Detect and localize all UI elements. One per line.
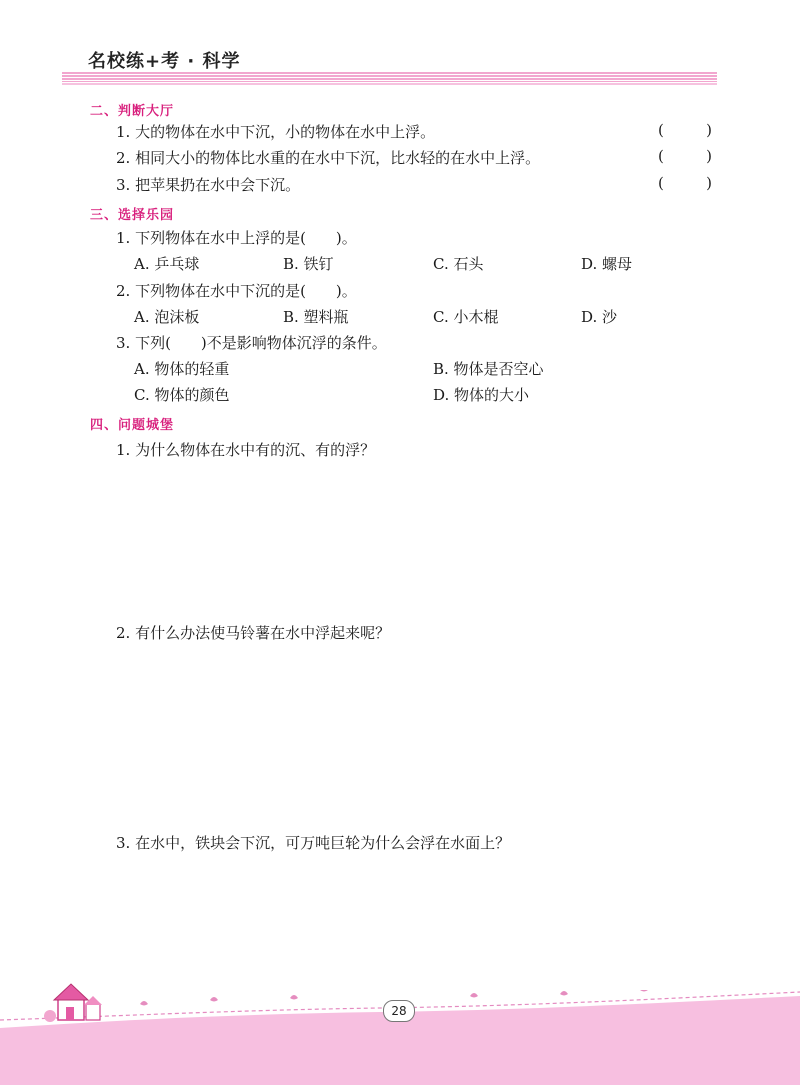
choice-q1-stem: 1. 下列物体在水中上浮的是( )。 [116, 229, 357, 247]
section-choice-title: 三、选择乐园 [90, 208, 175, 223]
house-icon [40, 976, 110, 1026]
judgement-answer-1[interactable]: ( ) [658, 121, 712, 139]
question-item-2: 2. 有什么办法使马铃薯在水中浮起来呢？ [116, 624, 391, 642]
choice-q2-option-d[interactable]: D. 沙 [581, 308, 618, 326]
section-judgement-title: 二、判断大厅 [90, 104, 175, 119]
choice-q3-option-a[interactable]: A. 物体的轻重 [134, 360, 230, 378]
section-question-title: 四、问题城堡 [90, 418, 175, 433]
judgement-answer-3[interactable]: ( ) [658, 174, 712, 192]
header-title: 名校练+考 · 科学 [88, 51, 241, 72]
header-stripe [62, 72, 717, 82]
judgement-item-2: 2. 相同大小的物体比水重的在水中下沉，比水轻的在水中上浮。 [116, 149, 541, 167]
header-stripe-underline [62, 83, 717, 85]
question-item-1: 1. 为什么物体在水中有的沉、有的浮？ [116, 441, 376, 459]
choice-q3-option-d[interactable]: D. 物体的大小 [433, 386, 530, 404]
judgement-item-3: 3. 把苹果扔在水中会下沉。 [116, 176, 301, 194]
judgement-item-1: 1. 大的物体在水中下沉，小的物体在水中上浮。 [116, 123, 436, 141]
choice-q1-option-b[interactable]: B. 铁钉 [283, 255, 334, 273]
choice-q3-option-b[interactable]: B. 物体是否空心 [433, 360, 544, 378]
choice-q1-option-a[interactable]: A. 乒乓球 [134, 255, 200, 273]
choice-q2-option-c[interactable]: C. 小木棍 [433, 308, 499, 326]
choice-q3-option-c[interactable]: C. 物体的颜色 [134, 386, 230, 404]
choice-q3-stem: 3. 下列( )不是影响物体沉浮的条件。 [116, 334, 387, 352]
page-number: 28 [383, 1000, 415, 1022]
choice-q2-option-b[interactable]: B. 塑料瓶 [283, 308, 349, 326]
choice-q1-option-c[interactable]: C. 石头 [433, 255, 484, 273]
question-item-3: 3. 在水中，铁块会下沉，可万吨巨轮为什么会浮在水面上？ [116, 834, 511, 852]
judgement-answer-2[interactable]: ( ) [658, 147, 712, 165]
choice-q1-option-d[interactable]: D. 螺母 [581, 255, 633, 273]
choice-q2-stem: 2. 下列物体在水中下沉的是( )。 [116, 282, 357, 300]
choice-q2-option-a[interactable]: A. 泡沫板 [134, 308, 200, 326]
